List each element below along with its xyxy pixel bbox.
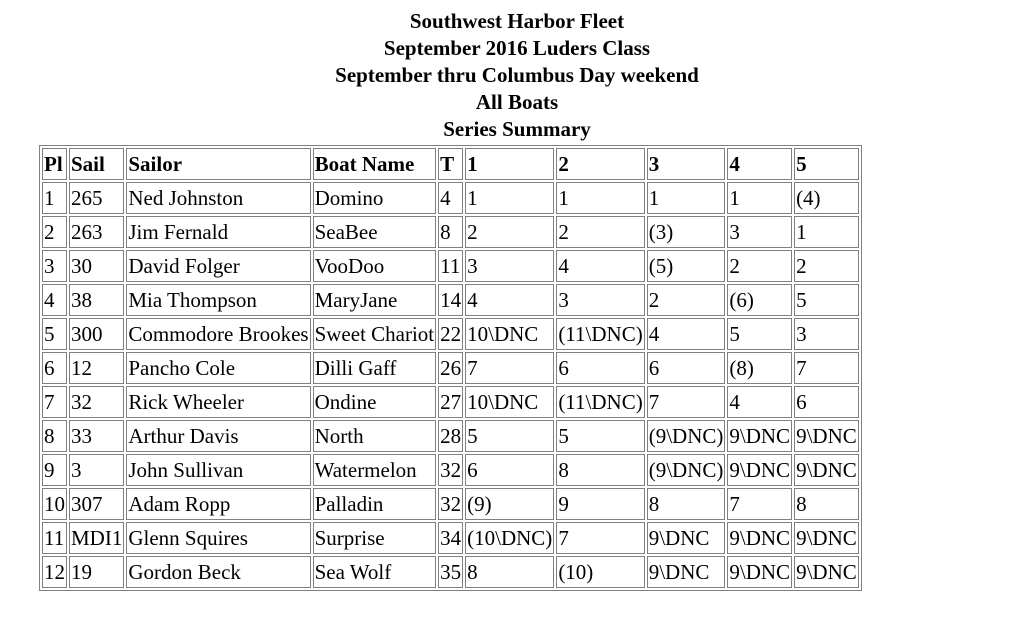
column-header-race-2: 2	[556, 148, 644, 180]
cell-race-4: (8)	[727, 352, 792, 384]
table-row	[42, 522, 859, 554]
cell-total: 34	[438, 522, 463, 554]
cell-boat-name: Sweet Chariot	[313, 318, 437, 350]
cell-race-4: 7	[727, 488, 792, 520]
cell-sail: 30	[69, 250, 124, 282]
cell-boat-name: MaryJane	[313, 284, 437, 316]
cell-race-3: 1	[647, 182, 726, 214]
table-row	[42, 420, 859, 452]
cell-race-1: 2	[465, 216, 554, 248]
cell-boat-name: SeaBee	[313, 216, 437, 248]
cell-total: 4	[438, 182, 463, 214]
column-header-total: T	[438, 148, 463, 180]
cell-sail: 263	[69, 216, 124, 248]
cell-race-1: 8	[465, 556, 554, 588]
class-title: September 2016 Luders Class	[383, 36, 651, 60]
summary-title: Series Summary	[443, 117, 591, 141]
cell-place: 7	[42, 386, 67, 418]
cell-race-2: 9	[556, 488, 644, 520]
table-row	[42, 250, 859, 282]
table-row	[42, 556, 859, 588]
cell-sail: 12	[69, 352, 124, 384]
cell-race-1: (10\DNC)	[465, 522, 554, 554]
table-row	[42, 352, 859, 384]
cell-race-4: 5	[727, 318, 792, 350]
cell-race-5: 6	[794, 386, 859, 418]
cell-race-1: 10\DNC	[465, 318, 554, 350]
table-row	[42, 216, 859, 248]
cell-boat-name: Surprise	[313, 522, 437, 554]
cell-total: 32	[438, 488, 463, 520]
cell-race-5: 9\DNC	[794, 522, 859, 554]
column-header-race-5: 5	[794, 148, 859, 180]
table-body	[42, 182, 859, 588]
cell-race-2: (11\DNC)	[556, 386, 644, 418]
cell-race-5: (4)	[794, 182, 859, 214]
cell-sail: MDI1	[69, 522, 124, 554]
cell-total: 27	[438, 386, 463, 418]
column-header-race-4: 4	[727, 148, 792, 180]
cell-race-1: 5	[465, 420, 554, 452]
period-title: September thru Columbus Day weekend	[335, 63, 699, 87]
cell-sailor: Adam Ropp	[126, 488, 310, 520]
cell-race-3: 9\DNC	[647, 556, 726, 588]
cell-race-3: (9\DNC)	[647, 454, 726, 486]
cell-total: 22	[438, 318, 463, 350]
cell-race-2: 7	[556, 522, 644, 554]
cell-total: 35	[438, 556, 463, 588]
cell-race-2: (10)	[556, 556, 644, 588]
cell-race-1: 1	[465, 182, 554, 214]
cell-race-5: 9\DNC	[794, 420, 859, 452]
cell-race-3: (9\DNC)	[647, 420, 726, 452]
cell-place: 6	[42, 352, 67, 384]
table-row	[42, 284, 859, 316]
cell-place: 1	[42, 182, 67, 214]
cell-sailor: Gordon Beck	[126, 556, 310, 588]
scope-title: All Boats	[475, 90, 559, 114]
cell-boat-name: North	[313, 420, 437, 452]
cell-total: 11	[438, 250, 463, 282]
cell-sailor: Mia Thompson	[126, 284, 310, 316]
cell-sailor: Commodore Brookes	[126, 318, 310, 350]
cell-place: 9	[42, 454, 67, 486]
table-header-row	[42, 148, 859, 180]
cell-race-1: 6	[465, 454, 554, 486]
cell-sailor: Jim Fernald	[126, 216, 310, 248]
cell-race-3: (3)	[647, 216, 726, 248]
cell-race-3: 8	[647, 488, 726, 520]
cell-place: 10	[42, 488, 67, 520]
cell-total: 8	[438, 216, 463, 248]
cell-boat-name: Palladin	[313, 488, 437, 520]
cell-race-3: 2	[647, 284, 726, 316]
cell-race-1: 3	[465, 250, 554, 282]
cell-place: 5	[42, 318, 67, 350]
cell-race-2: 6	[556, 352, 644, 384]
column-header-place: Pl	[42, 148, 67, 180]
cell-sail: 265	[69, 182, 124, 214]
cell-race-4: (6)	[727, 284, 792, 316]
cell-place: 8	[42, 420, 67, 452]
cell-boat-name: Watermelon	[313, 454, 437, 486]
cell-race-3: 7	[647, 386, 726, 418]
cell-boat-name: Dilli Gaff	[313, 352, 437, 384]
cell-sail: 19	[69, 556, 124, 588]
cell-race-3: 9\DNC	[647, 522, 726, 554]
cell-race-4: 1	[727, 182, 792, 214]
cell-total: 14	[438, 284, 463, 316]
cell-race-4: 2	[727, 250, 792, 282]
cell-sail: 300	[69, 318, 124, 350]
column-header-boat-name: Boat Name	[313, 148, 437, 180]
cell-race-1: 10\DNC	[465, 386, 554, 418]
cell-race-2: 4	[556, 250, 644, 282]
cell-race-2: 2	[556, 216, 644, 248]
cell-total: 26	[438, 352, 463, 384]
cell-race-5: 8	[794, 488, 859, 520]
cell-race-4: 3	[727, 216, 792, 248]
cell-race-5: 9\DNC	[794, 556, 859, 588]
cell-sail: 33	[69, 420, 124, 452]
cell-sail: 32	[69, 386, 124, 418]
cell-race-3: 6	[647, 352, 726, 384]
cell-race-4: 9\DNC	[727, 522, 792, 554]
cell-race-4: 9\DNC	[727, 454, 792, 486]
cell-race-4: 9\DNC	[727, 420, 792, 452]
cell-sailor: Glenn Squires	[126, 522, 310, 554]
cell-place: 3	[42, 250, 67, 282]
cell-race-2: 8	[556, 454, 644, 486]
cell-boat-name: Sea Wolf	[313, 556, 437, 588]
cell-race-5: 5	[794, 284, 859, 316]
table-row	[42, 182, 859, 214]
cell-place: 2	[42, 216, 67, 248]
column-header-race-1: 1	[465, 148, 554, 180]
results-table	[39, 145, 862, 591]
cell-boat-name: Ondine	[313, 386, 437, 418]
cell-race-3: (5)	[647, 250, 726, 282]
cell-sailor: Arthur Davis	[126, 420, 310, 452]
cell-race-5: 9\DNC	[794, 454, 859, 486]
cell-race-1: (9)	[465, 488, 554, 520]
table-row	[42, 488, 859, 520]
cell-race-2: 5	[556, 420, 644, 452]
cell-race-5: 3	[794, 318, 859, 350]
cell-race-4: 4	[727, 386, 792, 418]
cell-place: 12	[42, 556, 67, 588]
title-block	[0, 0, 1034, 143]
cell-race-5: 2	[794, 250, 859, 282]
cell-race-2: (11\DNC)	[556, 318, 644, 350]
cell-race-1: 4	[465, 284, 554, 316]
cell-race-5: 7	[794, 352, 859, 384]
fleet-title: Southwest Harbor Fleet	[409, 9, 625, 33]
cell-place: 4	[42, 284, 67, 316]
cell-race-2: 3	[556, 284, 644, 316]
cell-sailor: John Sullivan	[126, 454, 310, 486]
table-row	[42, 386, 859, 418]
cell-boat-name: Domino	[313, 182, 437, 214]
cell-race-1: 7	[465, 352, 554, 384]
cell-sail: 307	[69, 488, 124, 520]
table-row	[42, 318, 859, 350]
cell-race-2: 1	[556, 182, 644, 214]
cell-sailor: David Folger	[126, 250, 310, 282]
cell-total: 28	[438, 420, 463, 452]
cell-boat-name: VooDoo	[313, 250, 437, 282]
column-header-sailor: Sailor	[126, 148, 310, 180]
column-header-sail: Sail	[69, 148, 124, 180]
cell-place: 11	[42, 522, 67, 554]
cell-sail: 3	[69, 454, 124, 486]
cell-race-4: 9\DNC	[727, 556, 792, 588]
cell-sailor: Rick Wheeler	[126, 386, 310, 418]
cell-sailor: Pancho Cole	[126, 352, 310, 384]
table-row	[42, 454, 859, 486]
cell-total: 32	[438, 454, 463, 486]
cell-race-5: 1	[794, 216, 859, 248]
column-header-race-3: 3	[647, 148, 726, 180]
cell-sailor: Ned Johnston	[126, 182, 310, 214]
cell-sail: 38	[69, 284, 124, 316]
cell-race-3: 4	[647, 318, 726, 350]
